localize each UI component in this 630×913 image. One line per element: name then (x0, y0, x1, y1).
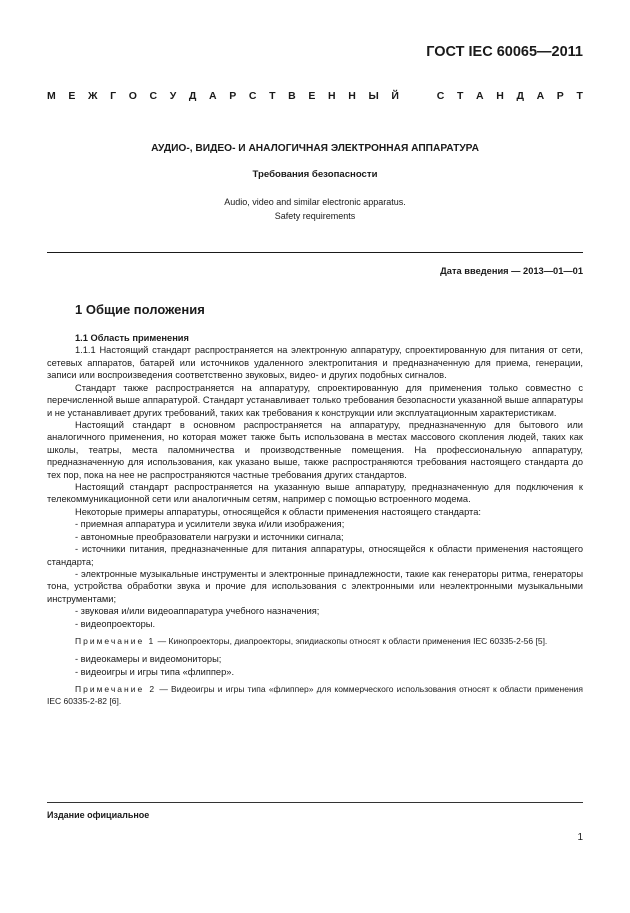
footer-divider (47, 802, 583, 803)
paragraph: 1.1.1 Настоящий стандарт распространяется на электронную аппаратуру, спроектированную для питания от сети, сетевых аппаратов, батарей или источников удаленного электропитания и предназначенную для приема, генерации, записи или воспроизведения соответственно звуковых, видео- и других подобных сигналов. (47, 345, 583, 381)
edition-label: Издание официальное (47, 810, 150, 820)
heading-letter: Д (516, 90, 524, 102)
heading-letter: Е (68, 90, 76, 102)
paragraph: Настоящий стандарт распространяется на указанную выше аппаратуру, предназначенную для подключения к телекоммуникационной сети или аналогичным сетям, например с помощью встроенного модема. (47, 482, 583, 505)
note-2 (47, 683, 583, 707)
heading-letter: Т (269, 90, 276, 102)
heading-letter: Р (556, 90, 564, 102)
heading-letter: У (169, 90, 177, 102)
heading-letter: М (47, 90, 56, 102)
heading-letter: С (436, 90, 445, 102)
list-item: - звуковая и/или видеоаппаратура учебного назначения; (75, 606, 320, 617)
document-code: ГОСТ IEC 60065—2011 (426, 44, 583, 60)
heading-letter: С (248, 90, 257, 102)
heading-letter: В (288, 90, 296, 102)
heading-letter: Г (110, 90, 117, 102)
list-item: - приемная аппаратура и усилители звука и/или изображения; (75, 519, 345, 530)
standard-type-heading (47, 90, 583, 102)
paragraph: Некоторые примеры аппаратуры, относящейся к области применения настоящего стандарта: (75, 506, 481, 517)
heading-letter: А (209, 90, 217, 102)
heading-letter: Т (576, 90, 583, 102)
list-item: - видеокамеры и видеомониторы; (75, 654, 222, 665)
english-title-line2: Safety requirements (274, 211, 356, 221)
heading-letter: Ы (368, 90, 379, 102)
heading-letter: Н (328, 90, 336, 102)
note-label: Примечание 1 (75, 636, 156, 647)
document-title: АУДИО-, ВИДЕО- И АНАЛОГИЧНАЯ ЭЛЕКТРОННАЯ АППАРАТУРА (151, 143, 479, 154)
heading-letter: Д (188, 90, 197, 102)
heading-letter: Е (308, 90, 316, 102)
heading-letter: Ж (88, 90, 98, 102)
heading-letter: Н (496, 90, 504, 102)
page-number: 1 (577, 832, 583, 843)
note-text: — Кинопроекторы, диапроекторы, эпидиаскопы относят к области применения IEC 60335-2-56 [5]. (155, 636, 548, 647)
heading-letter: С (149, 90, 158, 102)
note-1 (47, 635, 583, 647)
list-item: - видеопроекторы. (75, 618, 156, 629)
english-title-line1: Audio, video and similar electronic apparatus. (224, 197, 406, 207)
paragraph: Настоящий стандарт в основном распространяется на аппаратуру, предназначенную для бытового или аналогичного применения, но которая может также быть использована в местах массового скопления людей, таких как школы, театры, места паломничества и производственные помещения. На профессиональную аппаратуру, предназначенную для использования, как указано выше, также распространяются требования настоящего стандарта до тех пор, пока на нее не распространяются частные требования других стандартов. (47, 419, 583, 480)
heading-letter: О (128, 90, 137, 102)
list-item: - источники питания, предназначенные для питания аппаратуры, относящейся к области применения настоящего стандарта; (47, 544, 583, 567)
note-text: — Видеоигры и игры типа «флиппер» для коммерческого использования относят к области применения IEC 60335-2-82 [6]. (47, 683, 583, 706)
heading-letter: Т (456, 90, 464, 102)
paragraph: Стандарт также распространяется на аппаратуру, спроектированную для применения только совместно с перечисленной выше аппаратурой. Стандарт устанавливает только требования безопасности указанной выше аппаратуры и не устанавливает других требований, таких как требования к конструкции или эксплуатационным характеристикам. (47, 382, 583, 418)
body-text (47, 332, 583, 713)
subsection-heading: 1.1 Область применения (75, 333, 189, 343)
heading-letter: А (536, 90, 545, 102)
document-subtitle: Требования безопасности (252, 169, 378, 180)
list-item: - видеоигры и игры типа «флиппер». (75, 666, 235, 677)
heading-letter: Н (348, 90, 356, 102)
introduction-date: Дата введения — 2013—01—01 (440, 266, 583, 276)
english-title (0, 195, 630, 223)
header-divider (47, 252, 583, 253)
heading-letter: Р (229, 90, 237, 102)
heading-letter: А (476, 90, 484, 102)
note-label: Примечание 2 (75, 683, 157, 694)
heading-letter: Й (391, 90, 399, 102)
list-item: - автономные преобразователи нагрузки и источники сигнала; (75, 531, 344, 542)
list-item: - электронные музыкальные инструменты и электронные принадлежности, такие как генераторы ритма, генераторы тона, устройства обработки звука и прочие для использования с электронными или неэлектронными музыкальными инструментами; (47, 569, 583, 604)
section-heading: 1 Общие положения (75, 302, 205, 317)
